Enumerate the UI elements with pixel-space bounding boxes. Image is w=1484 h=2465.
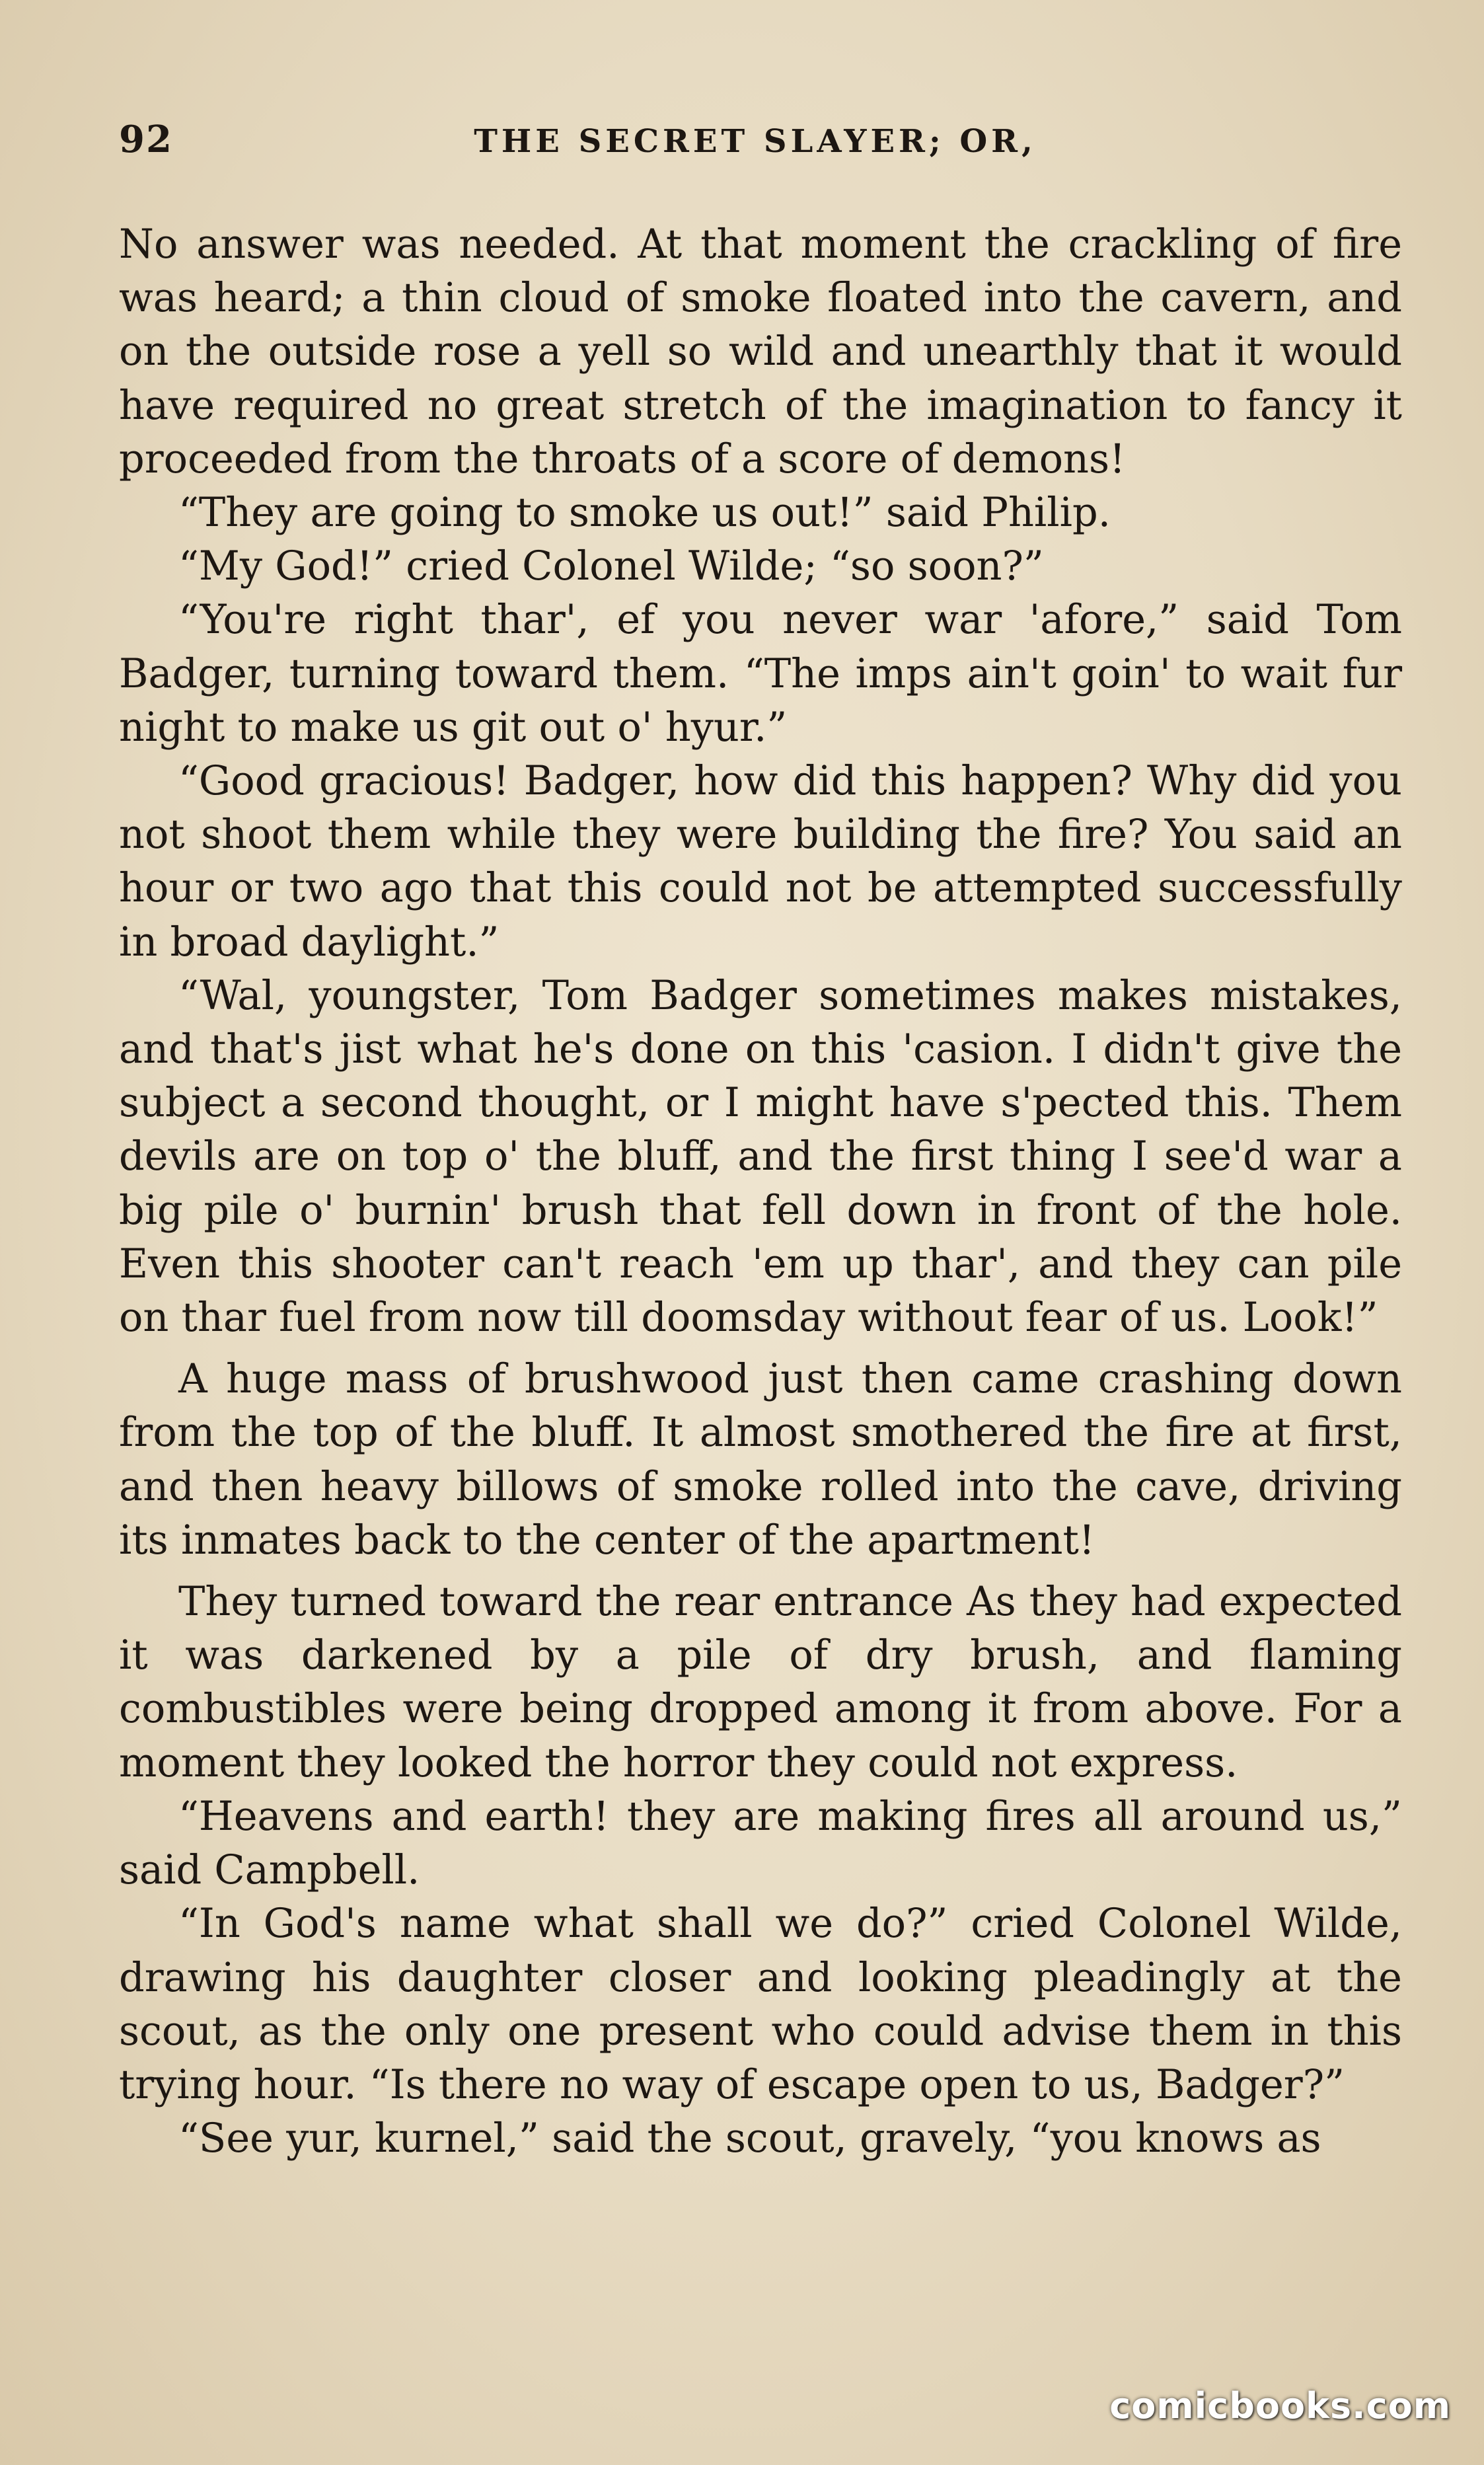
paragraph: “You're right thar', ef you never war 'afore,” said Tom Badger, turning toward them. “The imps ain't goin' to wait fur night to make us git out o' hyur.”	[119, 597, 1402, 751]
paragraph: A huge mass of brushwood just then came crashing down from the top of the bluff. It almost smothered the fire at first, and then heavy billows of smoke rolled into the cave, driving its inmates back to the center of the apartment!	[119, 1356, 1402, 1564]
watermark: comicbooks.com	[1109, 2385, 1451, 2427]
paragraph: “In God's name what shall we do?” cried Colonel Wilde, drawing his daughter closer and looking pleadingly at the scout, as the only one present who could advise them in this trying hour. “Is there no way of escape open to us, Badger?”	[119, 1901, 1402, 2108]
paragraph: “See yur, kurnel,” said the scout, gravely, “you knows as	[178, 2115, 1321, 2162]
paragraph: “My God!” cried Colonel Wilde; “so soon?”	[178, 543, 1044, 590]
paragraph: “They are going to smoke us out!” said Philip.	[178, 490, 1111, 537]
page-number: 92	[119, 118, 173, 161]
paragraph: “Good gracious! Badger, how did this happen? Why did you not shoot them while they were building the fire? You said an hour or two ago that this could not be attempted successfully in broad daylight.”	[119, 758, 1402, 966]
paragraph: “Heavens and earth! they are making fires all around us,” said Campbell.	[119, 1793, 1402, 1894]
paragraph: “Wal, youngster, Tom Badger sometimes makes mistakes, and that's jist what he's done on this 'casion. I didn't give the subject a second thought, or I might have s'pected this. Them devils are on top o' the bluff, and the first thing I see'd war a big pile o' burnin' brush that fell down in front of the hole. Even this shooter can't reach 'em up thar', and they can pile on thar fuel from now till doomsday without fear of us. Look!”	[119, 972, 1402, 1342]
page-header	[119, 106, 1391, 178]
paragraph: No answer was needed. At that moment the crackling of fire was heard; a thin cloud of smoke floated into the cavern, and on the outside rose a yell so wild and unearthly that it would have required no great stretch of the imagination to fancy it proceeded from the throats of a score of demons!	[119, 221, 1402, 482]
paragraph: They turned toward the rear entrance As they had expected it was darkened by a pile of dry brush, and flaming combustibles were being dropped among it from above. For a moment they looked the horror they could not express.	[119, 1579, 1402, 1786]
running-head: THE SECRET SLAYER; OR,	[474, 123, 1037, 160]
body-text	[119, 218, 1402, 2166]
